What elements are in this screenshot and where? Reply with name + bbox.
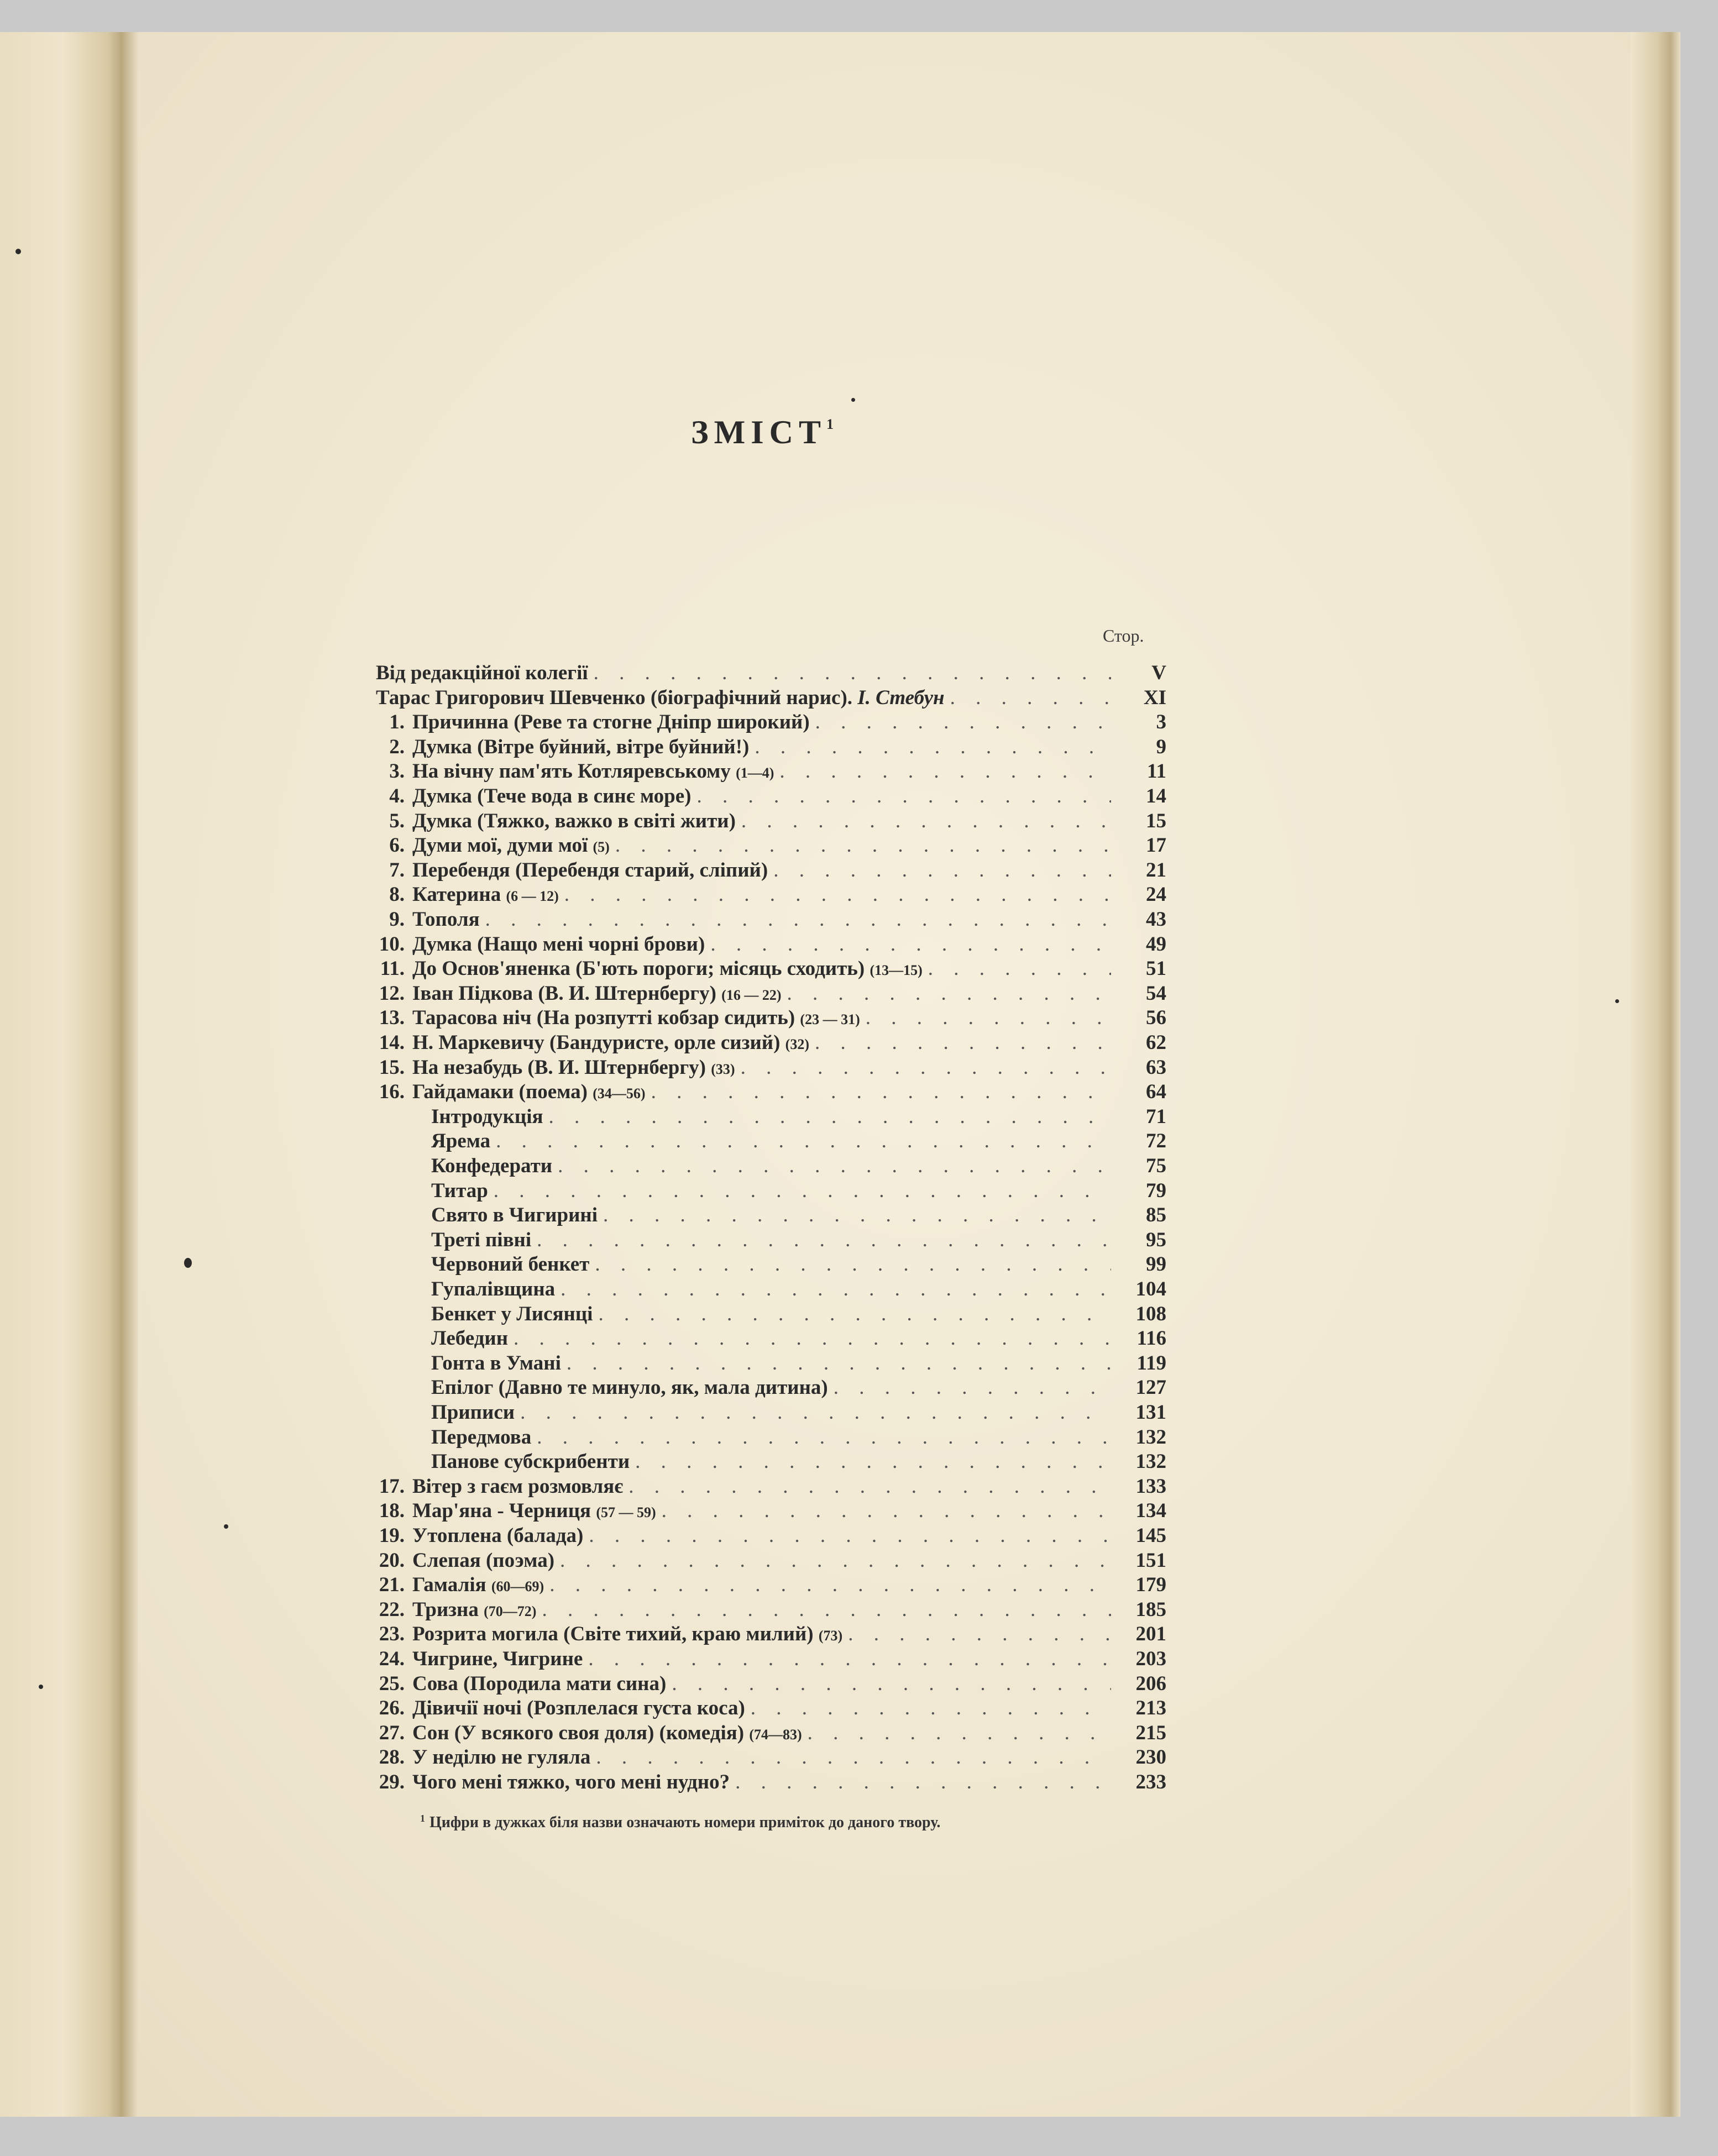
page-column-header: Стор. [1103, 626, 1144, 646]
ink-speck [224, 1524, 228, 1529]
entry-title-text: Свято в Чигирині [431, 1204, 598, 1226]
entry-page-number: 179 [1135, 1573, 1166, 1596]
ink-speck [851, 398, 855, 402]
page-title [691, 413, 834, 452]
entry-title [431, 1376, 828, 1399]
entry-page-number: 230 [1135, 1746, 1166, 1769]
entry-title-text: Гонта в Умані [431, 1352, 561, 1375]
entry-title [431, 1154, 552, 1178]
entry-title-text: Думка (Нащо мені чорні брови) [412, 933, 705, 956]
entry-number: 1. [389, 711, 405, 733]
entry-title-text: На незабудь (В. И. Штернбергу) [412, 1056, 706, 1079]
toc-entry [431, 1203, 1166, 1227]
entry-note-reference: (32) [785, 1036, 809, 1052]
toc-entry [368, 784, 1166, 809]
entry-title [412, 1080, 646, 1104]
entry-title [412, 1622, 842, 1646]
entry-title-text: Н. Маркевичу (Бандуристе, орле сизий) [412, 1031, 781, 1054]
entry-number: 12. [379, 982, 405, 1005]
entry-note-reference: (33) [711, 1061, 735, 1077]
entry-number: 14. [379, 1031, 405, 1054]
entry-title [412, 1696, 745, 1720]
entry-page-number: 63 [1146, 1056, 1166, 1079]
entry-title-text: Передмова [431, 1426, 532, 1449]
entry-page-number: 134 [1135, 1499, 1166, 1522]
entry-note-reference: (16 — 22) [721, 987, 782, 1003]
toc-entry [431, 1129, 1166, 1153]
entry-title [412, 1598, 536, 1622]
entry-title-text: Мар'яна - Черниця [412, 1499, 591, 1522]
dot-leader [485, 907, 1111, 931]
entry-title-text: Тополя [412, 908, 480, 931]
entry-number: 13. [379, 1006, 405, 1029]
dot-leader [848, 1622, 1111, 1646]
dot-leader [594, 661, 1111, 685]
entry-title-text: Приписи [431, 1401, 515, 1424]
page-gutter [0, 32, 138, 2117]
entry-note-reference: (34—56) [593, 1085, 646, 1101]
entry-number: 2. [389, 736, 405, 758]
entry-title-text: До Основ'яненка (Б'ють пороги; місяць сходить) [412, 957, 865, 980]
dot-leader [494, 1179, 1111, 1203]
dot-leader [628, 1475, 1111, 1498]
entry-note-reference: (13—15) [870, 962, 923, 978]
entry-page-number: 54 [1146, 982, 1166, 1005]
entry-page-number: 85 [1146, 1204, 1166, 1226]
entry-number: 25. [379, 1672, 405, 1695]
entry-number: 18. [379, 1499, 405, 1522]
toc-entry [368, 1745, 1166, 1770]
entry-title-text: Треті півні [431, 1229, 532, 1251]
dot-leader [596, 1745, 1111, 1769]
entry-title-text: Інтродукція [431, 1105, 543, 1128]
entry-number: 15. [379, 1056, 405, 1079]
toc-entry [368, 710, 1166, 735]
entry-page-number: 185 [1135, 1598, 1166, 1621]
entry-title [412, 1056, 735, 1079]
entry-title [431, 1105, 543, 1129]
entry-page-number: 99 [1146, 1253, 1166, 1276]
ink-speck [1615, 999, 1619, 1003]
entry-page-number: 56 [1146, 1006, 1166, 1029]
entry-title [431, 1326, 508, 1350]
entry-title-text: Думка (Тяжко, важко в світі жити) [412, 810, 736, 832]
entry-page-number: 11 [1147, 760, 1166, 783]
toc-entry [431, 1376, 1166, 1400]
ink-speck [39, 1685, 43, 1689]
entry-title [412, 1524, 583, 1548]
entry-page-number: 71 [1146, 1105, 1166, 1128]
entry-title [431, 1129, 490, 1153]
title-text: ЗМІСТ [691, 414, 826, 450]
entry-page-number: 206 [1135, 1672, 1166, 1695]
toc-entry [431, 1277, 1166, 1302]
toc-entry [368, 1031, 1166, 1055]
toc-entry [368, 1770, 1166, 1795]
entry-number: 4. [389, 785, 405, 807]
entry-number: 5. [389, 810, 405, 832]
entry-page-number: 14 [1146, 785, 1166, 807]
entry-title [431, 1252, 589, 1276]
toc-entry [431, 1179, 1166, 1203]
entry-title-text: Чого мені тяжко, чого мені нудно? [412, 1771, 730, 1793]
entry-title [412, 710, 810, 734]
entry-title-text: Іван Підкова (В. И. Штернбергу) [412, 982, 716, 1005]
entry-title [412, 1031, 809, 1055]
entry-note-reference: (70—72) [484, 1603, 537, 1619]
entry-title [431, 1277, 555, 1301]
dot-leader [549, 1573, 1111, 1597]
toc-entry [368, 982, 1166, 1006]
dot-leader [496, 1129, 1111, 1153]
entry-number: 24. [379, 1648, 405, 1670]
toc-entry [368, 1499, 1166, 1523]
dot-leader [520, 1400, 1111, 1424]
entry-title-text: Тарасова ніч (На розпутті кобзар сидить) [412, 1006, 795, 1029]
entry-title [431, 1228, 531, 1252]
entry-title-text: Катерина [412, 883, 501, 906]
entry-title-text: Гайдамаки (поема) [412, 1080, 588, 1103]
entry-number: 19. [379, 1524, 405, 1547]
dot-leader [834, 1376, 1111, 1399]
entry-title-text: Конфедерати [431, 1155, 553, 1177]
entry-title-text: Сова (Породила мати сина) [412, 1672, 667, 1695]
dot-leader [672, 1672, 1111, 1696]
entry-title [412, 735, 749, 759]
entry-number: 23. [379, 1623, 405, 1645]
entry-number: 21. [379, 1573, 405, 1596]
dot-leader [588, 1647, 1111, 1671]
entry-title [431, 1302, 593, 1326]
entry-title [412, 1721, 802, 1745]
entry-title-text: Слепая (поэма) [412, 1549, 555, 1572]
entry-page-number: 43 [1146, 908, 1166, 931]
toc-entry [368, 1524, 1166, 1548]
entry-note-reference: (23 — 31) [800, 1011, 860, 1027]
entry-title-text: Титар [431, 1179, 488, 1202]
entry-page-number: 215 [1135, 1722, 1166, 1744]
entry-page-number: 24 [1146, 883, 1166, 906]
toc-entry [368, 1475, 1166, 1499]
dot-leader [603, 1203, 1111, 1227]
entry-number: 11. [380, 957, 405, 980]
entry-number: 10. [379, 933, 405, 956]
entry-title-text: Від редакційної колегії [376, 662, 588, 684]
entry-note-reference: (57 — 59) [596, 1504, 656, 1520]
entry-title [376, 661, 588, 685]
dot-leader [815, 1031, 1111, 1055]
dot-leader [595, 1252, 1111, 1276]
toc-entry [368, 1598, 1166, 1622]
entry-page-number: 203 [1135, 1648, 1166, 1670]
dot-leader [560, 1549, 1111, 1572]
entry-title-text: Тарас Григорович Шевченко (біографічний нарис). [376, 686, 853, 709]
entry-page-number: 213 [1135, 1697, 1166, 1719]
toc-entry [431, 1154, 1166, 1178]
dot-leader [537, 1425, 1111, 1449]
entry-title [431, 1351, 561, 1375]
entry-title-text: Перебендя (Перебендя старий, сліпий) [412, 859, 768, 882]
entry-title [412, 957, 923, 980]
entry-title [412, 883, 559, 906]
entry-page-number: 17 [1146, 834, 1166, 857]
entry-page-number: 132 [1135, 1426, 1166, 1449]
entry-title-text: Бенкет у Лисянці [431, 1303, 593, 1325]
toc-entry [431, 1425, 1166, 1450]
entry-page-number: 104 [1135, 1278, 1166, 1300]
toc-entry [368, 1056, 1166, 1080]
entry-page-number: 201 [1135, 1623, 1166, 1645]
entry-title-text: Тризна [412, 1598, 479, 1621]
entry-note-reference: (60—69) [491, 1578, 544, 1594]
dot-leader [779, 759, 1111, 783]
entry-number: 28. [379, 1746, 405, 1769]
dot-leader [787, 982, 1111, 1005]
toc-entry [368, 1622, 1166, 1646]
entry-page-number: 127 [1135, 1376, 1166, 1399]
entry-page-number: 72 [1146, 1130, 1166, 1152]
dot-leader [950, 686, 1111, 710]
entry-page-number: 119 [1136, 1352, 1166, 1375]
dot-leader [567, 1351, 1111, 1375]
dot-leader [751, 1696, 1111, 1720]
entry-note-reference: (74—83) [749, 1727, 802, 1743]
entry-title-text: Думка (Тече вода в синє море) [412, 785, 692, 807]
entry-title [412, 1745, 590, 1769]
entry-title-text: Утоплена (балада) [412, 1524, 584, 1547]
entry-title [412, 759, 774, 783]
entry-page-number: 233 [1135, 1771, 1166, 1793]
dot-leader [697, 784, 1111, 808]
entry-title-text: У неділю не гуляла [412, 1746, 591, 1769]
dot-leader [710, 932, 1111, 956]
entry-title [412, 1647, 583, 1671]
entry-note-reference: (5) [593, 839, 610, 855]
toc-entry [368, 1647, 1166, 1671]
entry-page-number: XI [1143, 686, 1166, 709]
entry-title-text: Вітер з гаєм розмовляє [412, 1475, 624, 1498]
entry-page-number: V [1151, 662, 1166, 684]
toc-entry [368, 957, 1166, 981]
footnote-text: Цифри в дужках біля назви означають номери приміток до даного твору. [430, 1814, 941, 1831]
entry-title [412, 833, 610, 857]
entry-title-text: Червоний бенкет [431, 1253, 590, 1276]
entry-page-number: 132 [1135, 1450, 1166, 1473]
entry-title-text: На вічну пам'ять Котляревському [412, 760, 731, 783]
entry-page-number: 62 [1146, 1031, 1166, 1054]
toc-entry [431, 1326, 1166, 1351]
toc-entry [368, 1696, 1166, 1720]
page-edge [1631, 32, 1680, 2117]
entry-title [412, 1770, 730, 1794]
dot-leader [514, 1326, 1111, 1350]
toc-entry [431, 1228, 1166, 1252]
entry-page-number: 79 [1146, 1179, 1166, 1202]
entry-number: 27. [379, 1722, 405, 1744]
entry-title-text: Гамалія [412, 1573, 486, 1596]
entry-title [412, 784, 692, 808]
toc-entry [368, 1573, 1166, 1597]
entry-page-number: 49 [1146, 933, 1166, 956]
dot-leader [589, 1524, 1111, 1548]
entry-number: 17. [379, 1475, 405, 1498]
toc-entry [368, 858, 1166, 883]
entry-title [431, 1203, 598, 1227]
toc-entry [431, 1252, 1166, 1277]
entry-title-text: Ярема [431, 1130, 491, 1152]
dot-leader [755, 735, 1111, 759]
dot-leader [662, 1499, 1111, 1523]
entry-title [431, 1400, 515, 1424]
entry-number: 6. [389, 834, 405, 857]
entry-page-number: 9 [1156, 736, 1166, 758]
title-footnote-mark: 1 [826, 416, 834, 432]
toc-entry [368, 1549, 1166, 1573]
entry-number: 29. [379, 1771, 405, 1793]
entry-page-number: 116 [1136, 1327, 1166, 1350]
entry-title [431, 1179, 488, 1203]
entry-title-text: Лебедин [431, 1327, 509, 1350]
toc-entry [368, 809, 1166, 833]
dot-leader [537, 1228, 1111, 1252]
entry-title [412, 1006, 860, 1030]
entry-title [412, 1499, 656, 1523]
entry-title-text: Думи мої, думи мої [412, 834, 588, 857]
entry-page-number: 21 [1146, 859, 1166, 882]
entry-page-number: 75 [1146, 1155, 1166, 1177]
dot-leader [808, 1721, 1111, 1745]
toc-entry [431, 1450, 1166, 1474]
entry-title-text: Епілог (Давно те минуло, як, мала дитина) [431, 1376, 828, 1399]
entry-title [412, 1573, 544, 1597]
entry-page-number: 131 [1135, 1401, 1166, 1424]
entry-title [412, 1549, 554, 1572]
toc-entry [376, 686, 1166, 710]
entry-number: 22. [379, 1598, 405, 1621]
entry-title-text: Думка (Вітре буйний, вітре буйний!) [412, 736, 750, 758]
toc-entry [368, 759, 1166, 784]
entry-number: 9. [389, 908, 405, 931]
dot-leader [549, 1105, 1111, 1129]
dot-leader [866, 1006, 1111, 1030]
dot-leader [741, 1056, 1111, 1079]
entry-title-text: Панове субскрибенти [431, 1450, 630, 1473]
entry-page-number: 133 [1135, 1475, 1166, 1498]
entry-page-number: 64 [1146, 1080, 1166, 1103]
entry-title [431, 1425, 531, 1449]
entry-title [412, 809, 736, 833]
dot-leader [635, 1450, 1111, 1473]
entry-page-number: 51 [1146, 957, 1166, 980]
ink-speck [15, 249, 21, 254]
dot-leader [651, 1080, 1111, 1104]
toc-entry [368, 833, 1166, 858]
entry-title [412, 907, 480, 931]
entry-note-reference: (73) [818, 1628, 843, 1644]
entry-number: 8. [389, 883, 405, 906]
toc-entry [376, 661, 1166, 685]
entry-title [412, 932, 705, 956]
entry-title-text: Дівичії ночі (Розплелася густа коса) [412, 1697, 745, 1719]
entry-title [431, 1450, 630, 1473]
toc-entry [368, 735, 1166, 759]
entry-number: 20. [379, 1549, 405, 1572]
entry-number: 3. [389, 760, 405, 783]
entry-title [376, 686, 945, 710]
dot-leader [615, 833, 1111, 857]
entry-title-text: Сон (У всякого своя доля) (комедія) [412, 1722, 745, 1744]
entry-number: 7. [389, 859, 405, 882]
entry-page-number: 145 [1135, 1524, 1166, 1547]
toc-entry [368, 883, 1166, 907]
toc-entry [368, 1006, 1166, 1030]
dot-leader [928, 957, 1111, 980]
entry-title-text: Розрита могила (Світе тихий, краю милий) [412, 1623, 814, 1645]
toc-entry [431, 1351, 1166, 1376]
entry-page-number: 151 [1135, 1549, 1166, 1572]
entry-number: 26. [379, 1697, 405, 1719]
ink-speck [184, 1258, 192, 1268]
dot-leader [815, 710, 1111, 734]
entry-title [412, 858, 768, 882]
entry-note-reference: (6 — 12) [506, 888, 559, 904]
toc-entry [368, 907, 1166, 932]
entry-title-text: Причинна (Реве та стогне Дніпр широкий) [412, 711, 810, 733]
toc-entry [368, 1721, 1166, 1745]
footnote [420, 1813, 940, 1832]
entry-title [412, 1475, 623, 1498]
dot-leader [558, 1154, 1111, 1178]
toc-entry [431, 1105, 1166, 1129]
toc-entry [431, 1302, 1166, 1326]
entry-note-reference: (1—4) [736, 765, 774, 781]
footnote-mark: 1 [420, 1813, 425, 1824]
entry-page-number: 3 [1156, 711, 1166, 733]
toc-entry [368, 932, 1166, 957]
entry-title-text: Чигрине, Чигрине [412, 1648, 583, 1670]
dot-leader [542, 1598, 1111, 1622]
entry-title [412, 982, 781, 1005]
dot-leader [735, 1770, 1111, 1794]
toc-entry [368, 1672, 1166, 1696]
toc-entry [431, 1400, 1166, 1425]
entry-author: І. Стебун [857, 686, 945, 709]
dot-leader [564, 883, 1111, 906]
entry-page-number: 95 [1146, 1229, 1166, 1251]
dot-leader [741, 809, 1111, 833]
entry-page-number: 15 [1146, 810, 1166, 832]
toc-entry [368, 1080, 1166, 1104]
entry-title [412, 1672, 666, 1696]
entry-page-number: 108 [1135, 1303, 1166, 1325]
dot-leader [598, 1302, 1111, 1326]
entry-title-text: Гупалівщина [431, 1278, 556, 1300]
dot-leader [773, 858, 1111, 882]
dot-leader [561, 1277, 1111, 1301]
book-page [0, 32, 1680, 2117]
entry-number: 16. [379, 1080, 405, 1103]
